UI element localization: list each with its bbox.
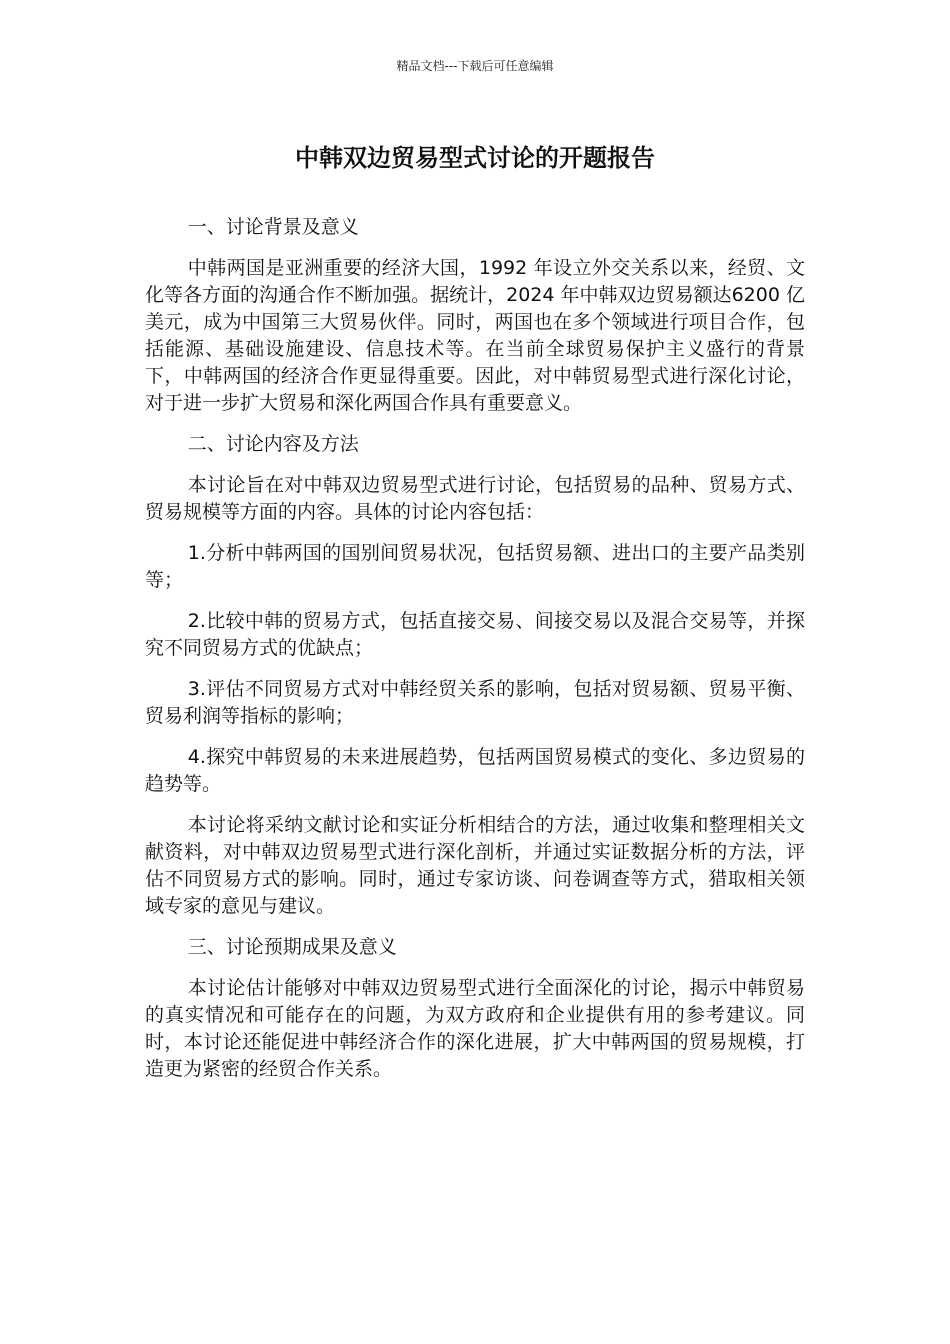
paragraph-research-scope: 本讨论旨在对中韩双边贸易型式进行讨论，包括贸易的品种、贸易方式、贸易规模等方面的内容。具体的讨论内容包括：: [145, 474, 805, 523]
list-item-4: 4.探究中韩贸易的未来进展趋势，包括两国贸易模式的变化、多边贸易的趋势等。: [145, 746, 805, 795]
list-item-3: 3.评估不同贸易方式对中韩经贸关系的影响，包括对贸易额、贸易平衡、贸易利润等指标的影响；: [145, 678, 805, 727]
document-title: 中韩双边贸易型式讨论的开题报告: [295, 144, 655, 172]
paragraph-expected-results: 本讨论估计能够对中韩双边贸易型式进行全面深化的讨论，揭示中韩贸易的真实情况和可能存在的问题，为双方政府和企业提供有用的参考建议。同时，本讨论还能促进中韩经济合作的深化进展，扩大中韩两国的贸易规模，打造更为紧密的经贸合作关系。: [145, 977, 805, 1080]
section-heading-content-methods: 二、讨论内容及方法: [187, 433, 359, 455]
paragraph-methods: 本讨论将采纳文献讨论和实证分析相结合的方法，通过收集和整理相关文献资料，对中韩双边贸易型式进行深化剖析，并通过实证数据分析的方法，评估不同贸易方式的影响。同时，通过专家访谈、问卷调查等方式，猎取相关领域专家的意见与建议。: [145, 814, 805, 917]
paragraph-background: 中韩两国是亚洲重要的经济大国，1992 年设立外交关系以来，经贸、文化等各方面的沟通合作不断加强。据统计，2024 年中韩双边贸易额达6200 亿美元，成为中国第三大贸易伙伴。同时，两国也在多个领域进行项目合作，包括能源、基础设施建设、信息技术等。在当前全球贸易保护主义盛行的背景下，中韩两国的经济合作更显得重要。因此，对中韩贸易型式进行深化讨论，对于进一步扩大贸易和深化两国合作具有重要意义。: [145, 257, 805, 414]
list-item-1: 1.分析中韩两国的国别间贸易状况，包括贸易额、进出口的主要产品类别等；: [145, 542, 805, 591]
page-header: 精品文档---下载后可任意编辑: [396, 59, 554, 73]
section-heading-expected-results: 三、讨论预期成果及意义: [187, 936, 397, 958]
document-body: [145, 214, 805, 1097]
list-item-2: 2.比较中韩的贸易方式，包括直接交易、间接交易以及混合交易等，并探究不同贸易方式的优缺点；: [145, 610, 805, 659]
section-heading-background: 一、讨论背景及意义: [187, 216, 359, 238]
